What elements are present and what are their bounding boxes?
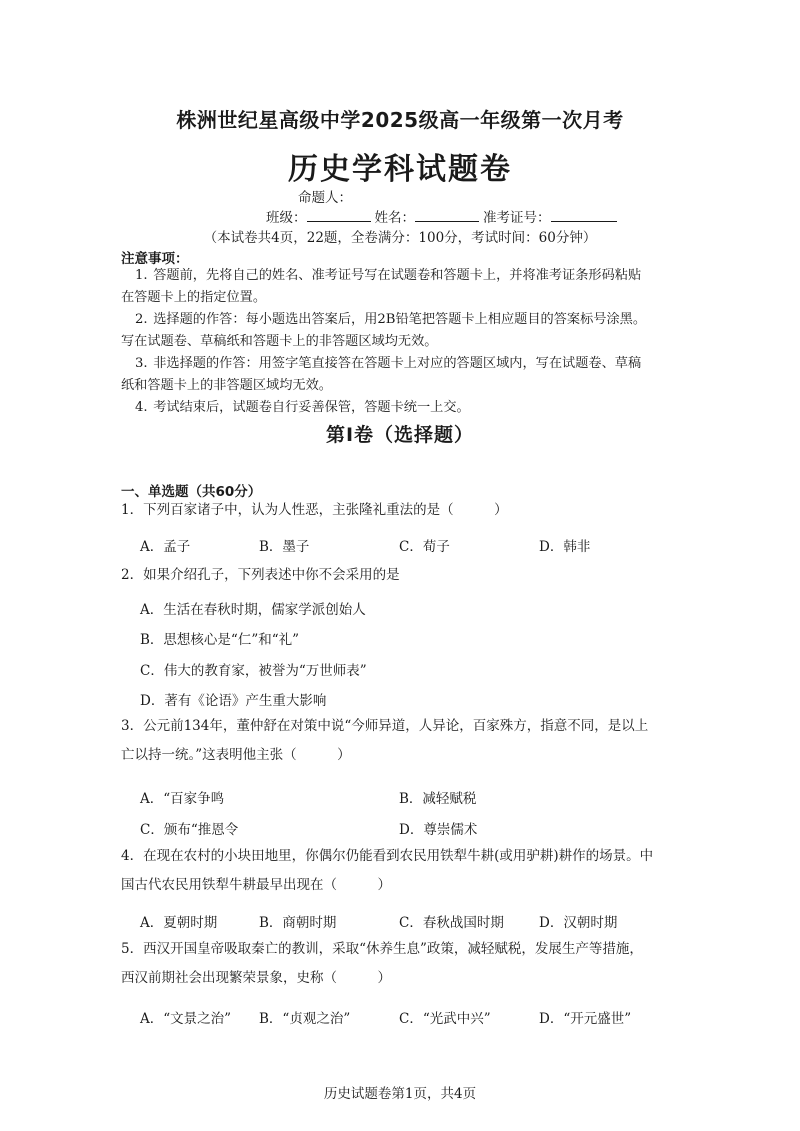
id-blank	[551, 209, 617, 222]
option-c: C．荀子	[399, 539, 450, 555]
question-5-stem	[121, 935, 691, 993]
notice-line: 在答题卡上的指定位置。	[121, 290, 267, 305]
option-b: B．思想核心是“仁”和“礼”	[140, 632, 300, 648]
question-3-stem	[121, 712, 691, 770]
name-blank	[415, 209, 479, 222]
id-label: 准考证号：	[483, 210, 551, 226]
option-d: D．汉朝时期	[539, 915, 618, 931]
option-c: C．“光武中兴”	[399, 1011, 491, 1027]
notice-number: 2.	[135, 312, 148, 327]
notice-item	[121, 309, 691, 353]
option-a: A．孟子	[140, 539, 191, 555]
option-a: A．“百家争鸣	[140, 791, 225, 807]
question-text: 4．在现在农村的小块田地里，你偶尔仍能看到农民用铁犁牛耕(或用驴耕)耕作的场景。中	[121, 848, 654, 864]
option-c: C．春秋战国时期	[399, 915, 504, 931]
class-blank	[307, 209, 371, 222]
question-text: 亡以持一统。”这表明他主张（ ）	[121, 747, 351, 763]
notice-line: 考试结束后，试题卷自行妥善保管，答题卡统一上交。	[153, 400, 470, 415]
notice-line: 非选择题的作答：用签字笔直接答在答题卡上对应的答题区域内，写在试题卷、草稿	[153, 356, 642, 371]
notice-line: 答题前，先将自己的姓名、准考证号写在试题卷和答题卡上，并将准考证条形码粘贴	[153, 268, 642, 283]
question-2-stem	[121, 561, 691, 590]
option-d: D．韩非	[539, 539, 591, 555]
option-b: B．减轻赋税	[399, 791, 477, 807]
school-title: 株洲世纪星高级中学2025级高一年级第一次月考	[176, 108, 624, 132]
notice-item	[121, 397, 691, 419]
option-a: A．生活在春秋时期，儒家学派创始人	[140, 602, 366, 618]
exam-note: （本试卷共4页，22题，全卷满分：100分，考试时间：60分钟）	[203, 230, 597, 246]
option-c: C．伟大的教育家，被誉为“万世师表”	[140, 663, 367, 679]
option-c: C．颁布“推恩令	[140, 822, 239, 838]
part-heading: 一、单选题（共60分）	[121, 484, 262, 500]
notice-item	[121, 265, 691, 309]
notice-number: 4.	[135, 400, 148, 415]
question-text: 3．公元前134年，董仲舒在对策中说“今师异道，人异论，百家殊方，指意不同，是以上	[121, 718, 649, 734]
option-a: A．“文景之治”	[140, 1011, 232, 1027]
section-title: 第Ⅰ卷（选择题）	[325, 424, 475, 446]
question-text: 2．如果介绍孔子，下列表述中你不会采用的是	[121, 567, 400, 583]
notice-number: 3.	[135, 356, 148, 371]
notice-number: 1.	[135, 268, 148, 283]
page-footer: 历史试题卷第1页，共4页	[323, 1086, 477, 1102]
option-d: D．“开元盛世”	[539, 1011, 632, 1027]
notice-line: 纸和答题卡上的非答题区域均无效。	[121, 378, 332, 393]
subject-title: 历史学科试题卷	[288, 152, 512, 187]
option-a: A．夏朝时期	[140, 915, 218, 931]
option-b: B．“贞观之治”	[259, 1011, 351, 1027]
setter-label: 命题人：	[298, 190, 352, 206]
student-info-line	[266, 206, 621, 226]
notice-line: 选择题的作答：每小题选出答案后，用2B铅笔把答题卡上相应题目的答案标号涂黑。	[153, 312, 647, 327]
question-text: 5．西汉开国皇帝吸取秦亡的教训，采取“休养生息”政策，减轻赋税，发展生产等措施，	[121, 941, 643, 957]
question-4-stem	[121, 842, 691, 900]
option-b: B．商朝时期	[259, 915, 337, 931]
notice-line: 写在试题卷、草稿纸和答题卡上的非答题区域均无效。	[121, 334, 438, 349]
name-label: 姓名：	[374, 210, 415, 226]
option-b: B．墨子	[259, 539, 310, 555]
class-label: 班级：	[266, 210, 307, 226]
notice-item	[121, 353, 691, 397]
notice-heading: 注意事项：	[121, 251, 189, 267]
question-text: 西汉前期社会出现繁荣景象，史称（ ）	[121, 970, 391, 986]
question-text: 国古代农民用铁犁牛耕最早出现在（ ）	[121, 877, 391, 893]
question-1-stem	[121, 496, 691, 525]
option-d: D．著有《论语》产生重大影响	[140, 693, 327, 709]
question-text: 1．下列百家诸子中，认为人性恶，主张隆礼重法的是（ ）	[121, 502, 508, 518]
option-d: D．尊崇儒术	[399, 822, 478, 838]
